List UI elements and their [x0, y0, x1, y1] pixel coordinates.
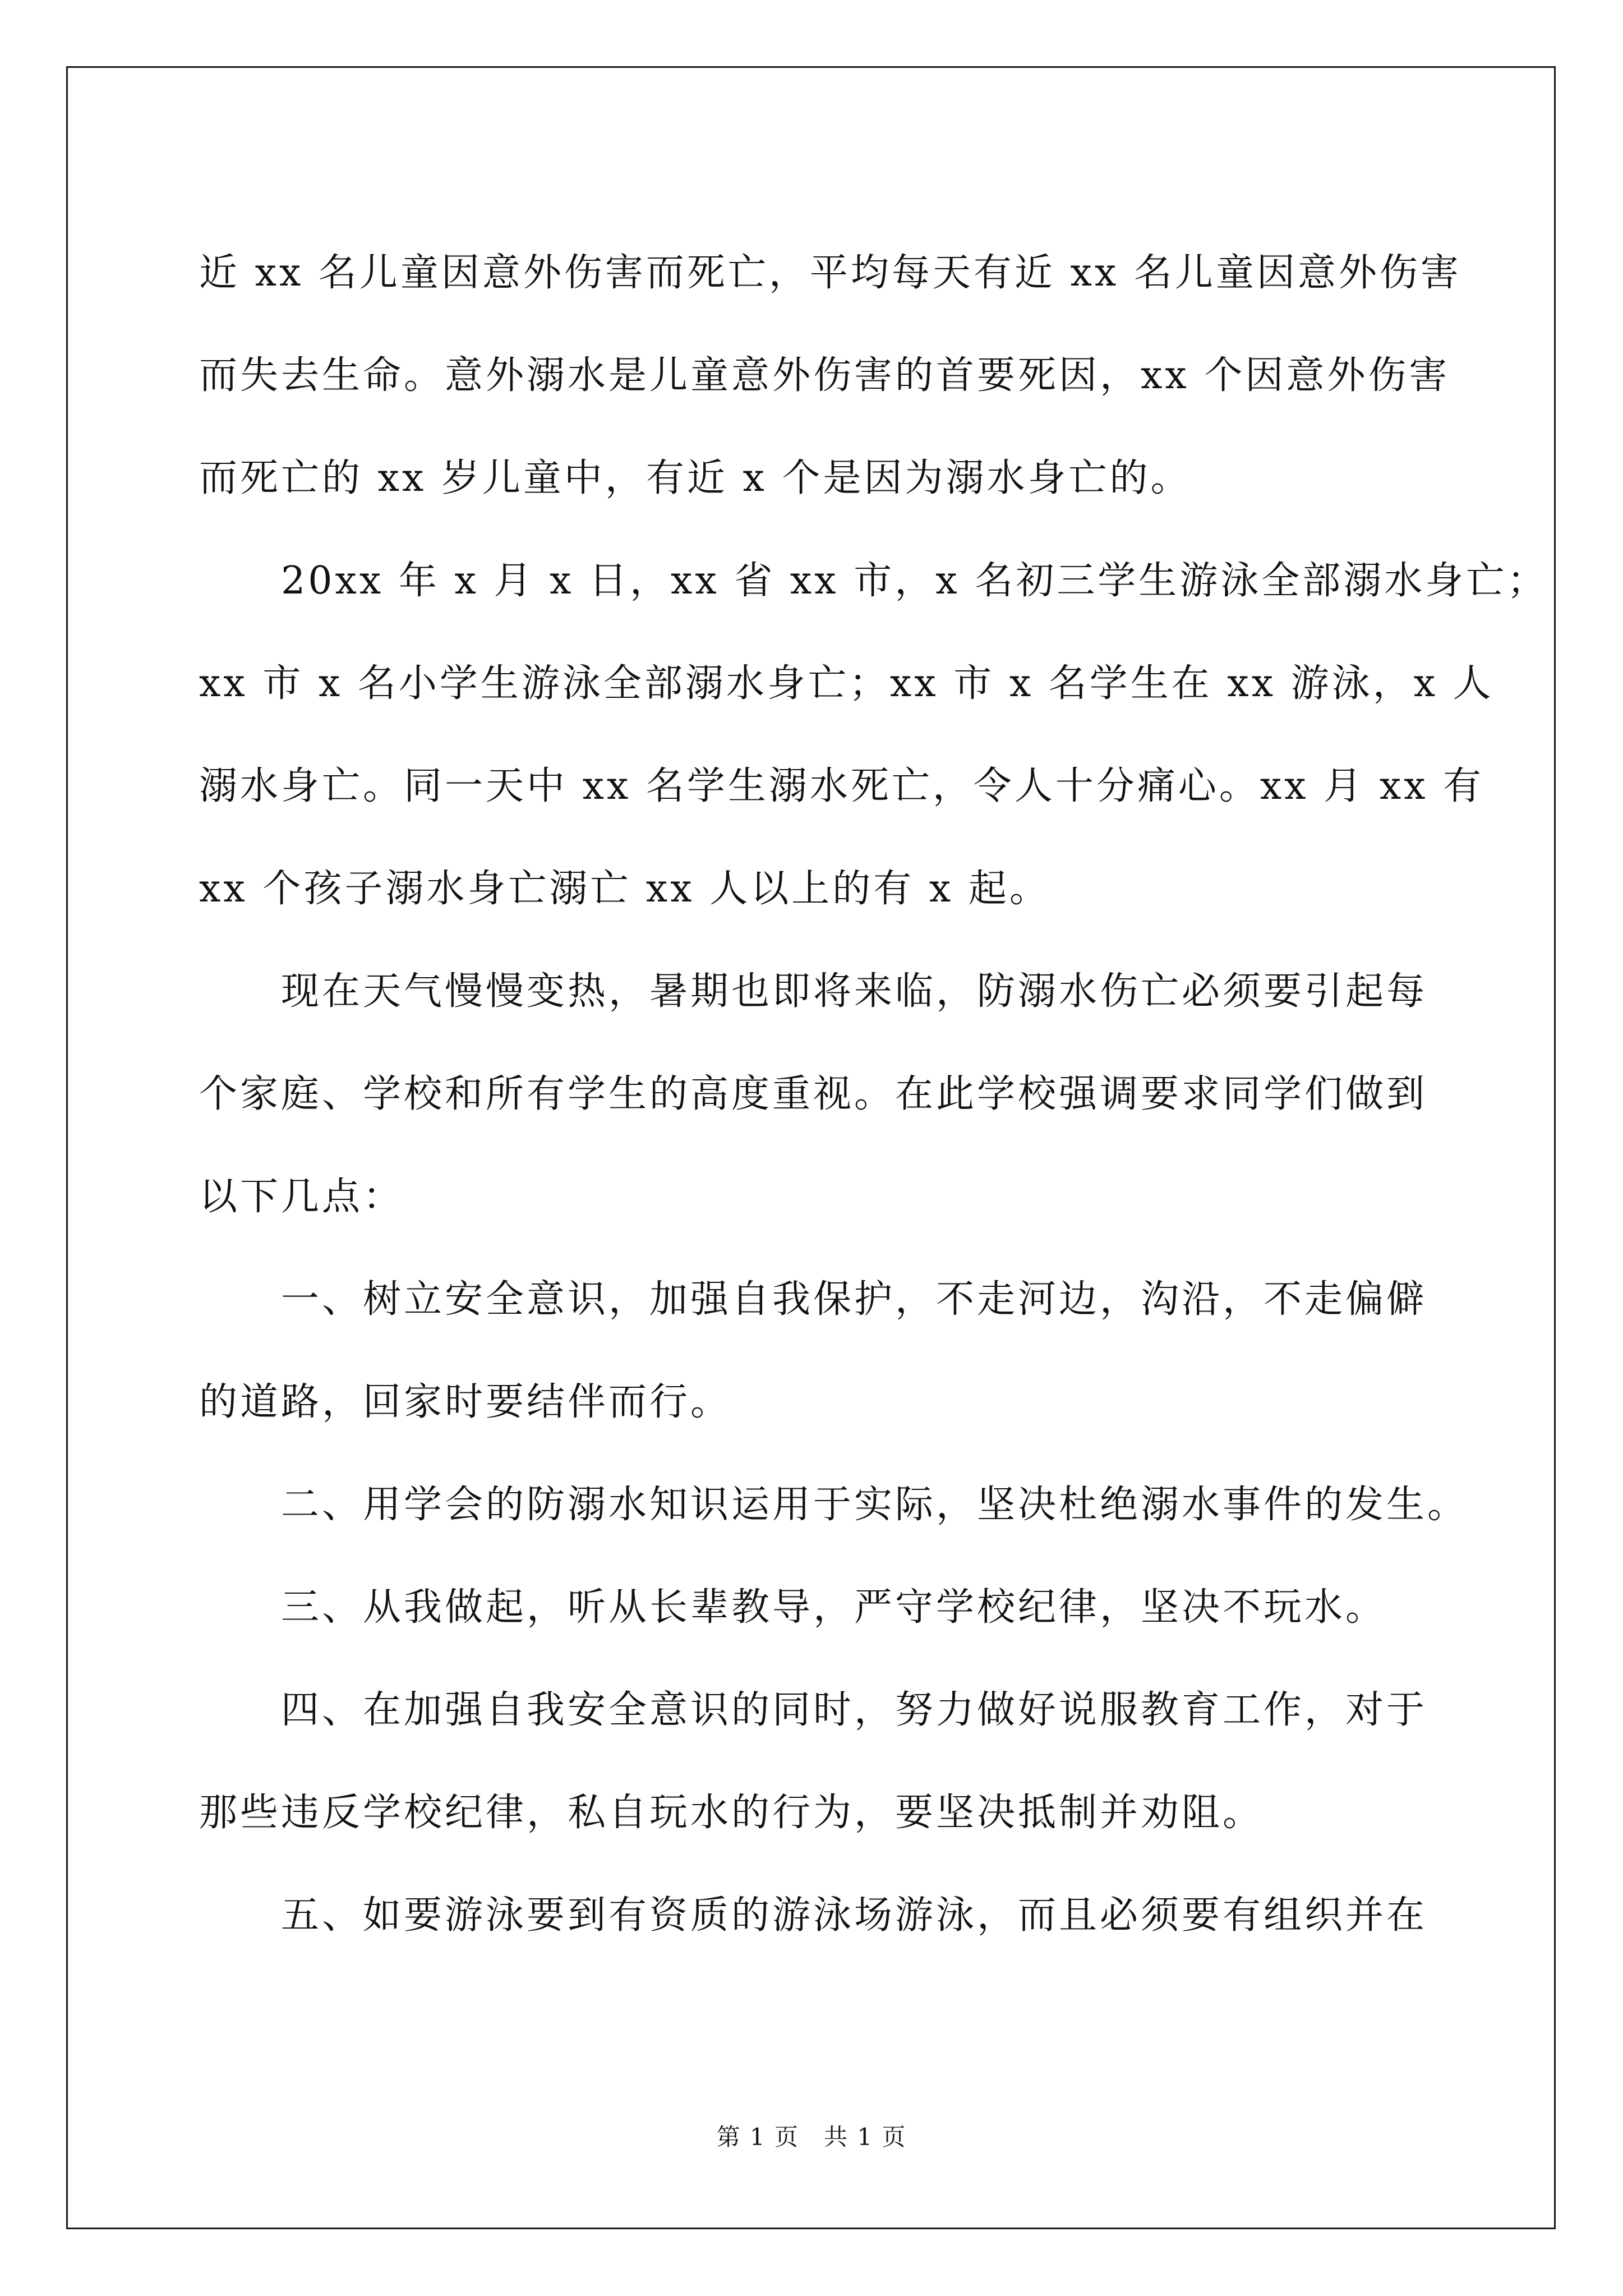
document-body [199, 222, 1548, 1967]
text-line: 现在天气慢慢变热，暑期也即将来临，防溺水伤亡必须要引起每 [281, 969, 1428, 1014]
text-line: xx 个孩子溺水身亡溺亡 xx 人以上的有 x 起。 [199, 867, 1050, 911]
text-line: 而死亡的 xx 岁儿童中，有近 x 个是因为溺水身亡的。 [199, 456, 1192, 500]
text-line: 而失去生命。意外溺水是儿童意外伤害的首要死因，xx 个因意外伤害 [199, 353, 1450, 398]
text-line: 的道路，回家时要结伴而行。 [199, 1380, 732, 1424]
text-line: xx 市 x 名小学生游泳全部溺水身亡；xx 市 x 名学生在 xx 游泳，x 人 [199, 661, 1494, 706]
text-line: 一、树立安全意识，加强自我保护，不走河边，沟沿，不走偏僻 [281, 1277, 1428, 1322]
text-line: 五、如要游泳要到有资质的游泳场游泳，而且必须要有组织并在 [281, 1893, 1428, 1938]
text-line: 二、用学会的防溺水知识运用于实际，坚决杜绝溺水事件的发生。 [281, 1483, 1469, 1527]
page-footer [0, 2120, 1623, 2154]
page-number: 第 1 页 [716, 2123, 799, 2151]
text-line: 20xx 年 x 月 x 日，xx 省 xx 市，x 名初三学生游泳全部溺水身亡； [281, 559, 1548, 603]
text-line: 以下几点： [199, 1175, 404, 1219]
page-total: 共 1 页 [824, 2123, 907, 2151]
text-line: 近 xx 名儿童因意外伤害而死亡，平均每天有近 xx 名儿童因意外伤害 [199, 251, 1461, 295]
text-line: 溺水身亡。同一天中 xx 名学生溺水死亡，令人十分痛心。xx 月 xx 有 [199, 764, 1484, 808]
text-line: 那些违反学校纪律，私自玩水的行为，要坚决抵制并劝阻。 [199, 1791, 1264, 1835]
text-line: 三、从我做起，听从长辈教导，严守学校纪律，坚决不玩水。 [281, 1585, 1387, 1630]
text-line: 个家庭、学校和所有学生的高度重视。在此学校强调要求同学们做到 [199, 1072, 1428, 1116]
text-line: 四、在加强自我安全意识的同时，努力做好说服教育工作，对于 [281, 1688, 1428, 1732]
